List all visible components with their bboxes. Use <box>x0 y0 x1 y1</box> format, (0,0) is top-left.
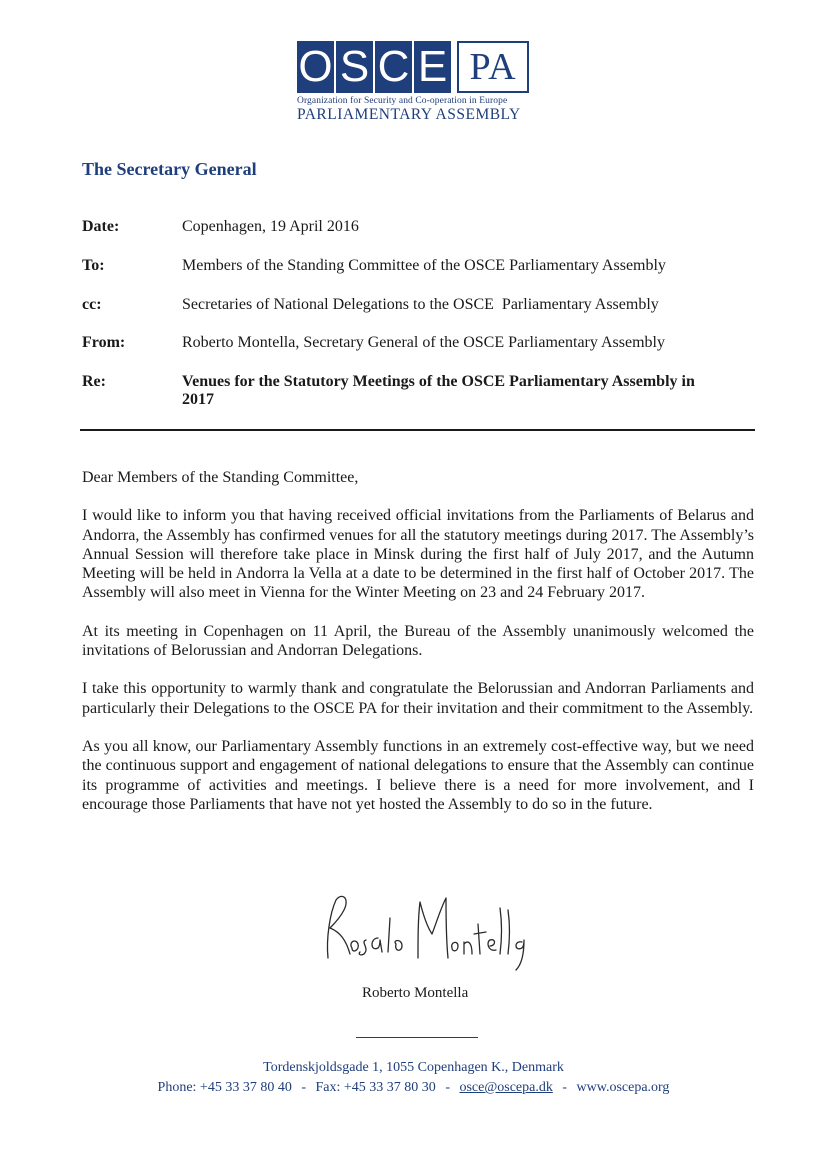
meta-row-from <box>82 334 665 352</box>
logo-letter-s: S <box>336 41 373 93</box>
page-title: The Secretary General <box>82 159 257 179</box>
re-label: Re: <box>82 373 106 390</box>
logo-letter-o: O <box>298 42 333 91</box>
greeting: Dear Members of the Standing Committee, <box>82 469 359 486</box>
meta-row-to <box>82 257 666 275</box>
date-value: Copenhagen, 19 April 2016 <box>182 218 359 235</box>
oscepa-logo <box>297 41 537 124</box>
header-divider <box>80 429 755 431</box>
footer-contact <box>0 1080 827 1096</box>
signatory-name: Roberto Montella <box>362 985 469 1001</box>
meta-row-re <box>82 373 722 409</box>
paragraph-4: As you all know, our Parliamentary Assembly functions in an extremely cost-effective way, but we need the continuous support and engagement of national delegations to ensure that the Assembly can continue its programme of activities and meetings. I believe there is a need for more involvement, and I encourage those Parliaments that have not yet hosted the Assembly to do so in the future. <box>82 737 754 813</box>
date-label: Date: <box>82 218 120 235</box>
logo-letter-e: E <box>414 41 451 93</box>
meta-row-cc <box>82 296 659 314</box>
to-label: To: <box>82 257 105 274</box>
footer-address: Tordenskjoldsgade 1, 1055 Copenhagen K., Denmark <box>263 1060 564 1075</box>
footer-email-link[interactable]: osce@oscepa.dk <box>459 1080 553 1095</box>
logo-assembly: PARLIAMENTARY ASSEMBLY <box>297 106 521 123</box>
footer-website-link[interactable]: www.oscepa.org <box>576 1080 670 1095</box>
to-value: Members of the Standing Committee of the OSCE Parliamentary Assembly <box>182 257 666 274</box>
logo-letter-c: C <box>375 41 412 93</box>
paragraph-1: I would like to inform you that having received official invitations from the Parliaments of Belarus and Andorra, the Assembly has confirmed venues for all the statutory meetings during 2017. The Assembly’s Annual Session will therefore take place in Minsk during the first half of July 2017, and the Autumn Meeting will be held in Andorra la Vella at a date to be determined in the first half of October 2017. The Assembly will also meet in Vienna for the Winter Meeting on 23 and 24 February 2017. <box>82 507 754 602</box>
re-value: Venues for the Statutory Meetings of the OSCE Parliamentary Assembly in 2017 <box>182 373 695 408</box>
cc-value: Secretaries of National Delegations to the OSCE Parliamentary Assembly <box>182 296 659 313</box>
meta-row-date <box>82 218 359 236</box>
paragraph-2: At its meeting in Copenhagen on 11 April, the Bureau of the Assembly unanimously welcomed the invitations of Belorussian and Andorran Delegations. <box>82 622 754 660</box>
logo-subtitle: Organization for Security and Co-operation in Europe <box>297 96 508 106</box>
logo-letters <box>297 41 537 93</box>
footer-phone: Phone: +45 33 37 80 40 <box>157 1080 292 1095</box>
from-value: Roberto Montella, Secretary General of the OSCE Parliamentary Assembly <box>182 334 665 351</box>
footer-separator: - <box>562 1080 568 1095</box>
handwritten-signature <box>300 888 540 978</box>
logo-pa: PA <box>457 41 529 93</box>
letter-body <box>82 468 754 833</box>
footer-divider <box>356 1037 478 1038</box>
paragraph-3: I take this opportunity to warmly thank and congratulate the Belorussian and Andorran Parliaments and particularly their Delegations to the OSCE PA for their invitation and their commitment to the Assembly. <box>82 680 754 717</box>
footer-separator: - <box>445 1080 450 1095</box>
from-label: From: <box>82 334 126 351</box>
footer-separator: - <box>301 1080 307 1095</box>
footer-fax: Fax: +45 33 37 80 30 <box>315 1080 436 1095</box>
cc-label: cc: <box>82 296 102 313</box>
